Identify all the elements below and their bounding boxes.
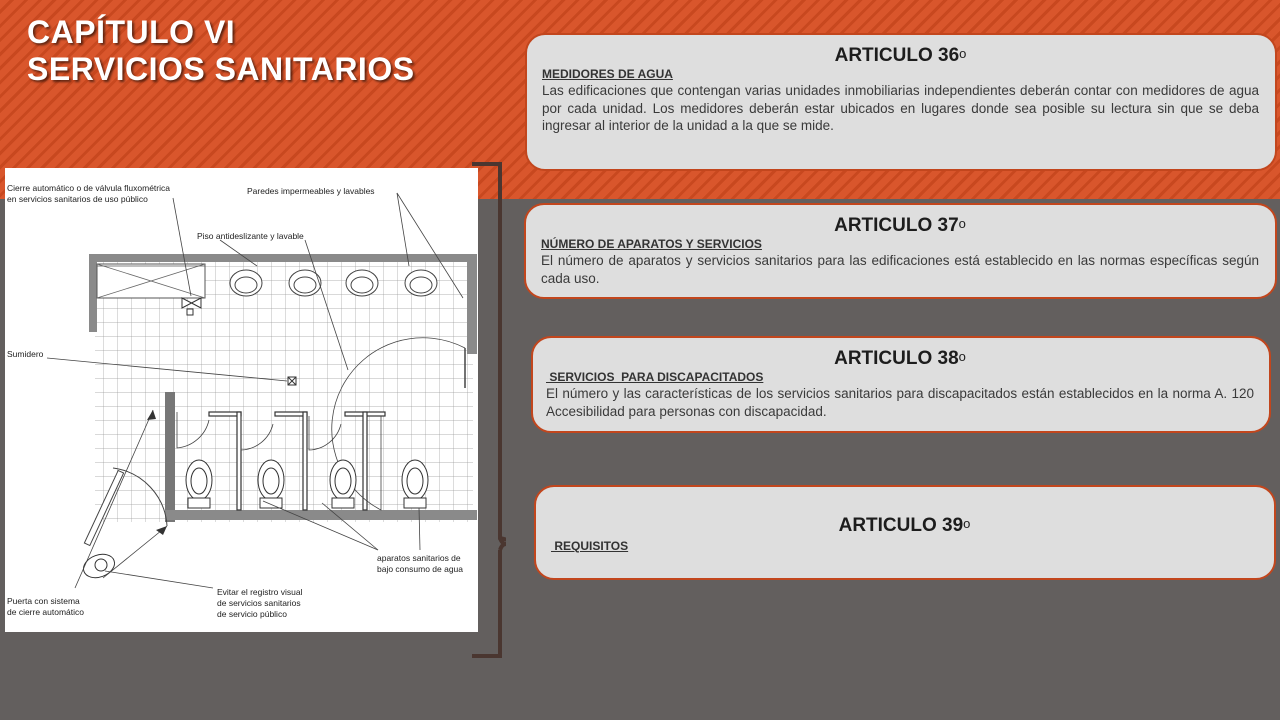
title-line-2: SERVICIOS SANITARIOS xyxy=(27,51,415,87)
label-cierre-2: en servicios sanitarios de uso público xyxy=(7,194,148,204)
article-38-title xyxy=(546,346,1254,370)
article-37-title-text: ARTICULO 37 xyxy=(834,215,959,236)
bathroom-plan-drawing xyxy=(5,168,478,632)
label-piso: Piso antideslizante y lavable xyxy=(197,231,304,241)
label-puerta-1: Puerta con sistema xyxy=(7,596,80,606)
drain-symbol xyxy=(288,377,296,385)
article-36-degree: o xyxy=(959,46,967,61)
article-38-card xyxy=(531,336,1271,433)
person-figure xyxy=(80,550,118,582)
label-puerta-2: de cierre automático xyxy=(7,607,85,617)
article-39-title xyxy=(551,513,1258,537)
article-38-subtitle: SERVICIOS PARA DISCAPACITADOS xyxy=(546,370,764,384)
label-sumidero: Sumidero xyxy=(7,349,44,359)
label-evitar-2: de servicios sanitarios xyxy=(217,598,301,608)
article-36-title xyxy=(542,43,1259,67)
article-39-title-text: ARTICULO 39 xyxy=(838,515,964,536)
entry-wall xyxy=(165,392,175,522)
bathroom-plan-figure xyxy=(5,168,478,632)
article-36-card xyxy=(525,33,1277,171)
article-38-title-text: ARTICULO 38 xyxy=(834,348,959,369)
page-title xyxy=(27,14,415,88)
article-37-body: El número de aparatos y servicios sanitarios para las edificaciones está establecido en las normas específicas según cada uso. xyxy=(541,253,1259,286)
label-cierre-1: Cierre automático o de válvula fluxométrica xyxy=(7,183,170,193)
left-wall xyxy=(89,254,97,332)
title-line-1: CAPÍTULO VI xyxy=(27,14,236,50)
bottom-wall xyxy=(165,510,477,520)
article-38-body: El número y las características de los servicios sanitarios para discapacitados están establecidos en la norma A. 120 Accesibilidad para personas con discapacidad. xyxy=(546,386,1254,419)
label-evitar-3: de servicio público xyxy=(217,609,287,619)
article-39-subtitle: REQUISITOS xyxy=(551,539,629,553)
article-36-subtitle: MEDIDORES DE AGUA xyxy=(542,67,673,81)
article-36-body: Las edificaciones que contengan varias unidades inmobiliarias independientes deberán contar con medidores de agua por cada unidad. Los medidores deberán estar ubicados en lugares donde sea posible su lectura sin que se deba ingresar al interior de la unidad a la que se mide. xyxy=(542,83,1259,133)
article-36-title-text: ARTICULO 36 xyxy=(834,45,960,66)
top-wall xyxy=(89,254,477,262)
label-evitar-1: Evitar el registro visual xyxy=(217,587,303,597)
article-37-card xyxy=(524,203,1277,299)
article-39-card xyxy=(534,485,1276,580)
label-aparatos-1: aparatos sanitarios de xyxy=(377,553,461,563)
article-39-degree: o xyxy=(963,516,971,531)
label-paredes: Paredes impermeables y lavables xyxy=(247,186,375,196)
label-aparatos-2: bajo consumo de agua xyxy=(377,564,464,574)
article-37-subtitle: NÚMERO DE APARATOS Y SERVICIOS xyxy=(541,237,762,251)
article-37-degree: o xyxy=(958,216,966,231)
curly-brace xyxy=(466,160,506,662)
article-38-degree: o xyxy=(958,349,966,364)
article-37-title xyxy=(541,213,1259,237)
